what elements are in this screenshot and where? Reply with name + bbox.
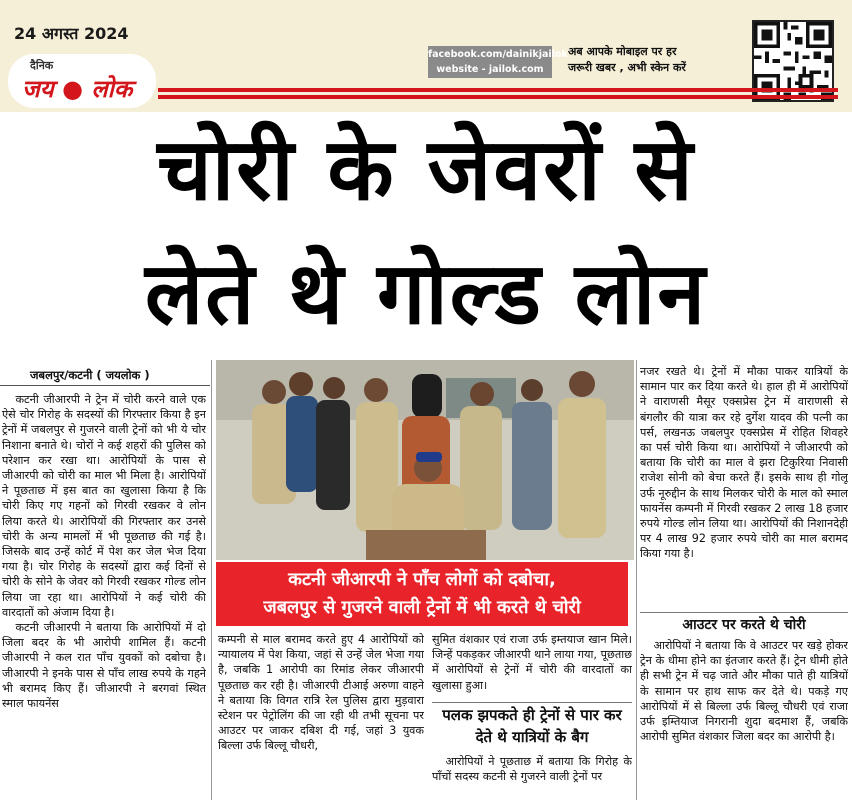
headline-line-1: चोरी के जेवरों से: [157, 120, 695, 220]
column-divider: [636, 360, 637, 800]
masthead-red-rules: [158, 88, 838, 104]
subhead-divider: [432, 702, 632, 703]
article-column-1: [2, 392, 206, 802]
dateline: [0, 366, 210, 386]
paragraph: आरोपियों ने पूछताछ में बताया कि गिरोह के पाँचों सदस्य कटनी से गुजरने वाली ट्रेनों पर: [432, 755, 632, 784]
paragraph: कटनी जीआरपी ने ट्रेन में चोरी करने वाले एक ऐसे चोर गिरोह के सदस्यों की गिरफ्तार किया है इन ट्रेनों में जबलपुर से गुजरने वाली ट्रेनों को भी ये चोर निशाना बनाते थे। चोरों ने कई शहरों की पुलिस को परेशान कर रखा था। आरोपियों के पास से जीआरपी को चोरी का माल भी मिला है। आरोपियों ने पूछताछ में इस बात का खुलासा किया है कि चोरी किए गए गहनों को गिरवी रखकर वे लोन लिया करते थे। आरोपियों की गिरफ्तार कर उनसे चोरी के अन्य मामलों में भी पूछताछ की गई है। जिसके बाद उन्हें कोर्ट में पेश कर जेल भेज दिया गया है। चोर गिरोह के सदस्यों द्वारा कई दिनों से चोरी के सोने के जेवर को गिरवी रखकर गोल्ड लोन लिया जा रहा था। आरोपियों ने कई चोरी की वारदातों को अंजाम दिया है।: [2, 393, 206, 619]
paragraph: कटनी जीआरपी ने बताया कि आरोपियों में दो जिला बदर के भी आरोपी शामिल हैं। कटनी जीआरपी ने कल रात पाँच युवकों को दबोचा है। जीआरपी ने इनके पास से पाँच लाख रुपये के गहने भी बरामद किए हैं। जीआरपी ने बरगवां स्थित स्माल फायनेंस: [2, 621, 206, 711]
subheading-bags: पलक झपकते ही ट्रेनों से पार कर देते थे यात्रियों के बैग: [442, 706, 622, 746]
article-column-4b: [640, 638, 848, 802]
article-column-2: [218, 632, 424, 802]
masthead: [0, 0, 852, 112]
article-column-3b: [432, 754, 632, 802]
issue-date: 24 अगस्त 2024: [14, 24, 129, 43]
paragraph: कम्पनी से माल बरामद करते हुए 4 आरोपियों को न्यायालय में पेश किया, जहां से उन्हें जेल भेजा गया है, जबकि 1 आरोपी का रिमांड लेकर जीआरपी पूछताछ कर रही है। जीआरपी टीआई अरुणा वाहने ने बताया कि विगत रात्रि रेल पुलिस द्वारा मुड़वारा स्टेशन पर पेट्रोलिंग की जा रही थी तभी सूचना पर आउटर पर जाकर दबिश दी गई, जहां 3 युवक बिल्ला उर्फ बिल्लू चौधरी,: [218, 633, 424, 753]
news-photo: [216, 360, 634, 560]
dateline-text: जबलपुर/कटनी ( जयलोक ): [30, 368, 150, 382]
article-column-3: [432, 632, 632, 694]
column-divider: [211, 360, 212, 800]
paragraph: आरोपियों ने बताया कि वे आउटर पर खड़े होकर ट्रेन के धीमा होने का इंतजार करते हैं। ट्रेन धीमी होते ही सभी ट्रेन में चढ़ जाते और मौका पाते ही यात्रियों के सामान पर हाथ साफ कर देते थे। पकड़े गए आरोपियों में से बिल्ला उर्फ बिल्लू चौधरी एवं राजा उर्फ इम्तियाज निगरानी शुदा बदमाश हैं, जबकि आरोपी सुमित वंशकार जिला बदर का आरोपी है।: [640, 639, 848, 744]
mobile-promo-line2: जरूरी खबर , अभी स्केन करें: [568, 61, 686, 74]
caption-line-1: कटनी जीआरपी ने पाँच लोगों को दबोचा,: [288, 569, 556, 590]
social-links-box: [428, 46, 568, 78]
logo-small-text: दैनिक: [30, 59, 54, 72]
website-link: website - jailok.com: [436, 64, 544, 75]
headline-line-2: लेते थे गोल्ड लोन: [144, 244, 708, 344]
mobile-promo-line1: अब आपके मोबाइल पर हर: [568, 45, 677, 58]
newspaper-logo: [8, 54, 156, 108]
mobile-promo: [568, 44, 718, 76]
photo-caption-banner: [216, 562, 628, 626]
caption-line-2: जबलपुर से गुजरने वाली ट्रेनों में भी करते थे चोरी: [263, 597, 581, 618]
logo-title: जय ● लोक: [22, 74, 133, 103]
subheading-outer: आउटर पर करते थे चोरी: [682, 617, 806, 633]
subhead-divider: [640, 612, 848, 613]
article-column-4: [640, 364, 848, 614]
facebook-link: facebook.com/dainikjailok: [428, 49, 568, 60]
paragraph: नजर रखते थे। ट्रेनों में मौका पाकर यात्रियों के सामान पार कर दिया करते थे। हाल ही में आरोपियों ने वाराणसी मैसूर एक्सप्रेस ट्रेन में वाराणसी से बंगलौर की यात्रा कर रहे दुर्गेश यादव की पत्नी का पर्स, लखनऊ जबलपुर एक्सप्रेस में रोहित शिवहरे का पर्स चोरी किया था। आरोपियों ने जीआरपी को बताया कि चोरी का माल वे झरा टिकुरिया निवासी राजेश सोनी को बेचा करते हैं। इसके साथ ही गोलू उर्फ नूरुद्दीन के साथ मिलकर चोरी के माल को स्माल फायनेंस कम्पनी में गिरवी रखकर 2 लाख 18 हजार रुपये गोल्ड लोन लिया था। आरोपियों की निशानदेही पर 4 लाख 92 हजार रुपये चोरी का माल बरामद किया गया है।: [640, 365, 848, 561]
paragraph: सुमित वंशकार एवं राजा उर्फ इम्तयाज खान मिले। जिन्हें पकड़कर जीआरपी थाने लाया गया, पूछताछ में आरोपियों से ट्रेनों में चोरी की वारदातों का खुलासा हुआ।: [432, 633, 632, 692]
